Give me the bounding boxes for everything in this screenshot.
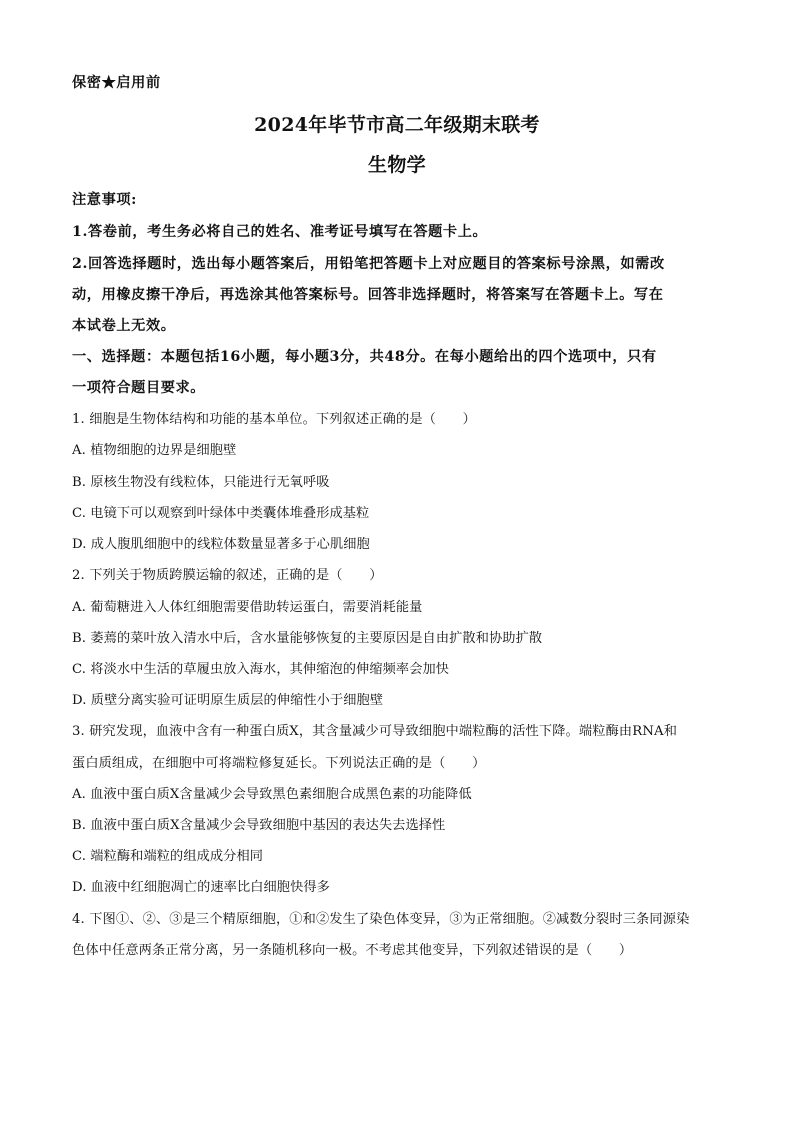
question-option: A. 植物细胞的边界是细胞壁 (72, 443, 237, 458)
question-option: B. 萎蔫的菜叶放入清水中后，含水量能够恢复的主要原因是自由扩散和协助扩散 (72, 631, 543, 646)
question-option: D. 成人腹肌细胞中的线粒体数量显著多于心肌细胞 (72, 537, 370, 552)
question-stem: 1. 细胞是生物体结构和功能的基本单位。下列叙述正确的是（ ） (72, 412, 477, 427)
notice-item: 1.答卷前，考生务必将自己的姓名、准考证号填写在答题卡上。 (72, 224, 488, 240)
notice-heading: 注意事项: (72, 192, 137, 208)
section-heading: 一、选择题：本题包括16小题，每小题3分，共48分。在每小题给出的四个选项中，只有 (72, 349, 657, 365)
exam-subject: 生物学 (368, 154, 426, 176)
question-stem-cont: 色体中任意两条正常分离，另一条随机移向一极。不考虑其他变异，下列叙述错误的是（ ） (72, 943, 633, 958)
question-stem: 2. 下列关于物质跨膜运输的叙述，正确的是（ ） (72, 568, 383, 583)
question-option: A. 血液中蛋白质X含量减少会导致黑色素细胞合成黑色素的功能降低 (72, 787, 472, 802)
question-stem-cont: 蛋白质组成，在细胞中可将端粒修复延长。下列说法正确的是（ ） (72, 756, 486, 771)
question-option: C. 端粒酶和端粒的组成成分相同 (72, 849, 264, 864)
notice-item: 2.回答选择题时，选出每小题答案后，用铅笔把答题卡上对应题目的答案标号涂黑，如需改 (72, 256, 665, 272)
question-stem: 3. 研究发现，血液中含有一种蛋白质X，其含量减少可导致细胞中端粒酶的活性下降。端粒酶由RNA和 (72, 724, 678, 739)
question-option: B. 血液中蛋白质X含量减少会导致细胞中基因的表达失去选择性 (72, 818, 446, 833)
question-option: C. 电镜下可以观察到叶绿体中类囊体堆叠形成基粒 (72, 506, 370, 521)
notice-item: 本试卷上无效。 (72, 318, 176, 334)
question-option: D. 质壁分离实验可证明原生质层的伸缩性小于细胞壁 (72, 693, 384, 708)
exam-title: 2024年毕节市高二年级期末联考 (254, 114, 540, 136)
confidential-label: 保密★启用前 (72, 75, 161, 91)
notice-item: 动，用橡皮擦干净后，再选涂其他答案标号。回答非选择题时，将答案写在答题卡上。写在 (72, 287, 664, 303)
question-option: A. 葡萄糖进入人体红细胞需要借助转运蛋白，需要消耗能量 (72, 600, 423, 615)
question-stem: 4. 下图①、②、③是三个精原细胞，①和②发生了染色体变异，③为正常细胞。②减数分裂时三条同源染 (72, 912, 690, 927)
question-option: D. 血液中红细胞凋亡的速率比白细胞快得多 (72, 880, 330, 895)
section-heading-cont: 一项符合题目要求。 (72, 380, 206, 396)
question-option: C. 将淡水中生活的草履虫放入海水，其伸缩泡的伸缩频率会加快 (72, 662, 450, 677)
question-option: B. 原核生物没有线粒体，只能进行无氧呼吸 (72, 475, 330, 490)
